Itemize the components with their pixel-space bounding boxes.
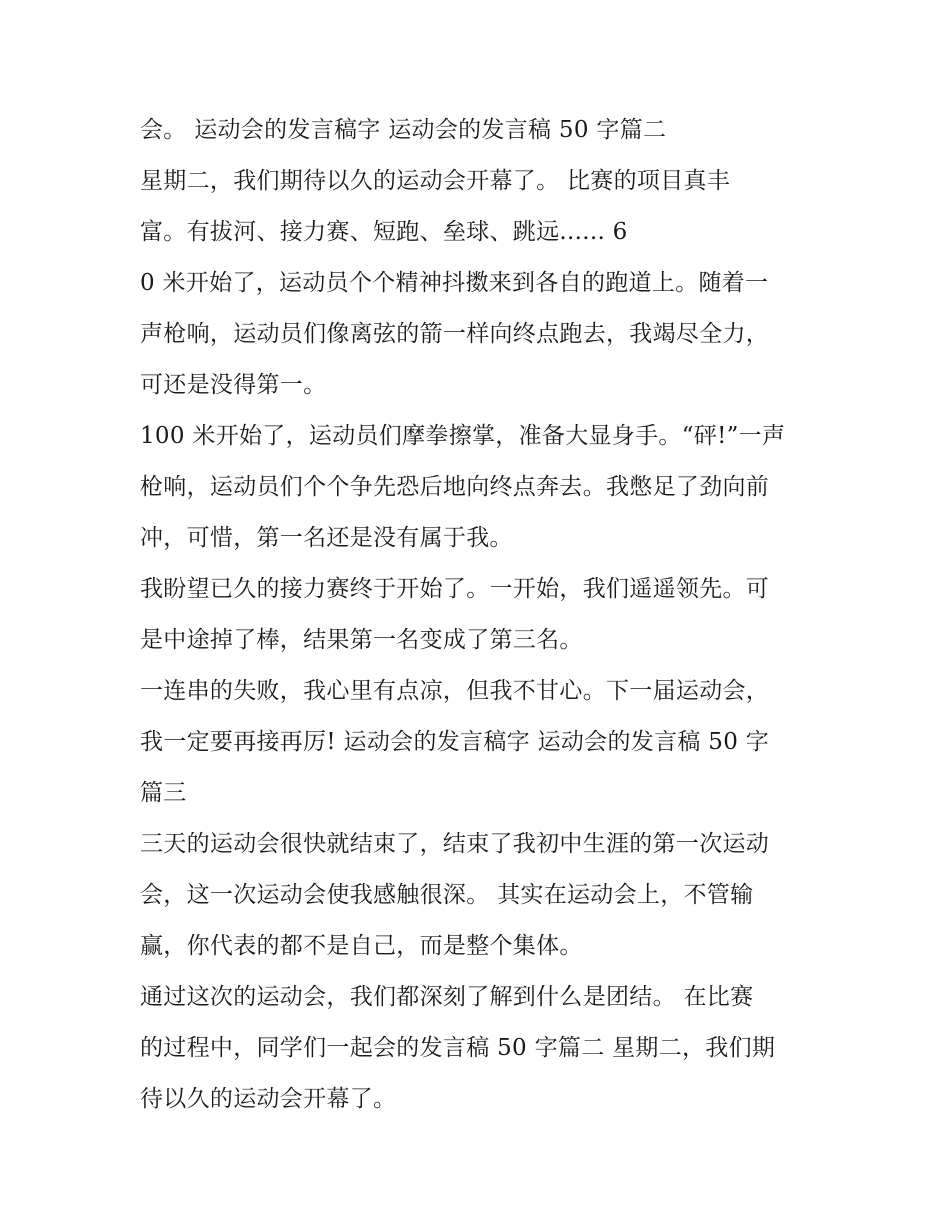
text-line: 待以久的运动会开幕了。 (140, 1086, 397, 1112)
text-line: 赢，你代表的都不是自己，而是整个集体。 (140, 933, 583, 959)
text-line: 声枪响，运动员们像离弦的箭一样向终点跑去，我竭尽全力， (140, 321, 770, 347)
text-line: 的过程中，同学们一起会的发言稿 50 字篇二 星期二，我们期 (140, 1035, 776, 1061)
text-line: 枪响，运动员们个个争先恐后地向终点奔去。我憋足了劲向前 (140, 474, 770, 500)
text-line: 可还是没得第一。 (140, 372, 327, 398)
text-line: 我一定要再接再厉! 运动会的发言稿字 运动会的发言稿 50 字 (140, 729, 770, 755)
text-line: 星期二，我们期待以久的运动会开幕了。 比赛的项目真丰 (140, 168, 731, 194)
text-line: 会。 运动会的发言稿字 运动会的发言稿 50 字篇二 (140, 117, 667, 143)
text-line: 我盼望已久的接力赛终于开始了。一开始，我们遥遥领先。可 (140, 576, 770, 602)
text-line: 三天的运动会很快就结束了，结束了我初中生涯的第一次运动 (140, 831, 770, 857)
text-line: 冲，可惜，第一名还是没有属于我。 (140, 525, 513, 551)
text-line: 是中途掉了棒，结果第一名变成了第三名。 (140, 627, 583, 653)
document-body (140, 105, 820, 1125)
text-line: 100 米开始了，运动员们摩拳擦掌，准备大显身手。“砰!”一声 (140, 423, 786, 449)
text-line: 富。有拔河、接力赛、短跑、垒球、跳远...... 6 (140, 219, 628, 245)
text-line: 0 米开始了，运动员个个精神抖擞来到各自的跑道上。随着一 (140, 270, 769, 296)
text-line: 一连串的失败，我心里有点凉，但我不甘心。下一届运动会， (140, 678, 770, 704)
text-line: 会，这一次运动会使我感触很深。 其实在运动会上，不管输 (140, 882, 754, 908)
text-line: 篇三 (140, 780, 187, 806)
text-line: 通过这次的运动会，我们都深刻了解到什么是团结。 在比赛 (140, 984, 754, 1010)
